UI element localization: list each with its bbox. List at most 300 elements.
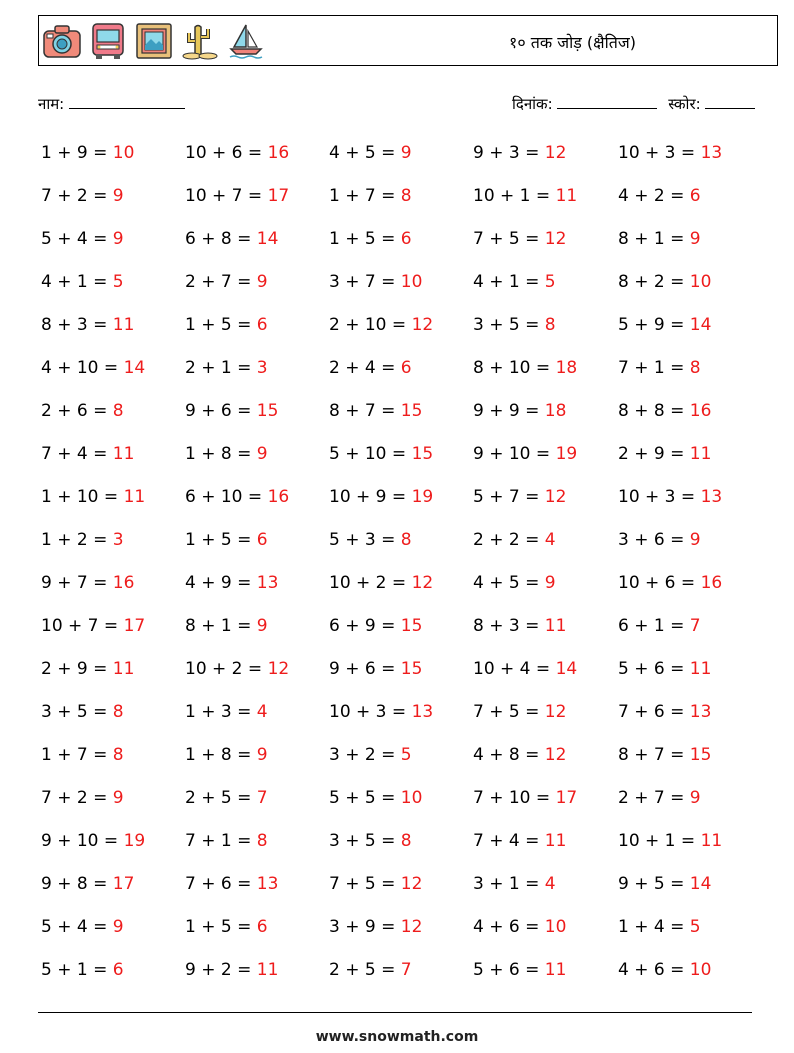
problem-question: 10 + 7 =	[185, 186, 268, 206]
problem-question: 1 + 3 =	[185, 702, 257, 722]
problem-answer: 6	[256, 530, 268, 550]
problem-answer: 15	[400, 659, 423, 679]
problem-answer: 12	[544, 143, 567, 163]
problem-question: 2 + 5 =	[185, 788, 257, 808]
problem-item	[618, 315, 711, 335]
problem-item	[473, 272, 556, 292]
problem-answer: 5	[112, 272, 124, 292]
problem-answer: 19	[411, 487, 434, 507]
problem-answer: 11	[689, 444, 712, 464]
problem-question: 9 + 10 =	[41, 831, 124, 851]
problem-question: 10 + 3 =	[329, 702, 412, 722]
problem-item	[473, 702, 566, 722]
problem-item	[329, 487, 433, 507]
problem-answer: 11	[544, 616, 567, 636]
problem-item	[41, 616, 145, 636]
problem-answer: 8	[544, 315, 556, 335]
date-score-fields	[512, 94, 755, 114]
problem-item	[41, 745, 124, 765]
problem-question: 4 + 6 =	[473, 917, 545, 937]
problem-item	[329, 616, 422, 636]
problem-answer: 8	[256, 831, 268, 851]
name-field	[38, 94, 185, 114]
problem-item	[473, 831, 566, 851]
problem-question: 4 + 1 =	[41, 272, 113, 292]
problem-answer: 12	[544, 745, 567, 765]
problem-question: 9 + 5 =	[618, 874, 690, 894]
problem-item	[473, 229, 566, 249]
problem-answer: 10	[400, 272, 423, 292]
problem-item	[185, 960, 278, 980]
problem-question: 8 + 1 =	[618, 229, 690, 249]
problem-answer: 3	[112, 530, 124, 550]
problem-question: 1 + 5 =	[185, 530, 257, 550]
problem-question: 8 + 8 =	[618, 401, 690, 421]
problem-answer: 9	[112, 917, 124, 937]
problem-question: 7 + 5 =	[329, 874, 401, 894]
problem-item	[329, 960, 412, 980]
problem-question: 7 + 6 =	[185, 874, 257, 894]
problem-answer: 16	[700, 573, 723, 593]
problem-question: 10 + 2 =	[185, 659, 268, 679]
problem-question: 1 + 2 =	[41, 530, 113, 550]
cactus-icon	[180, 21, 220, 61]
problem-answer: 15	[400, 401, 423, 421]
problem-item	[618, 143, 722, 163]
problem-item	[41, 358, 145, 378]
header-icons	[42, 19, 266, 63]
problem-question: 2 + 9 =	[41, 659, 113, 679]
problem-question: 4 + 8 =	[473, 745, 545, 765]
footer-site: www.snowmath.com	[315, 1029, 479, 1045]
problem-answer: 11	[256, 960, 279, 980]
page-title: १० तक जोड़ (क्षैतिज)	[509, 33, 636, 52]
problem-item	[473, 917, 566, 937]
problem-answer: 6	[400, 358, 412, 378]
problem-answer: 4	[544, 530, 556, 550]
problem-question: 8 + 3 =	[41, 315, 113, 335]
problem-answer: 12	[400, 874, 423, 894]
problem-question: 9 + 2 =	[185, 960, 257, 980]
problem-answer: 10	[400, 788, 423, 808]
problem-item	[329, 229, 412, 249]
problem-item	[329, 745, 412, 765]
problem-answer: 5	[400, 745, 412, 765]
problem-item	[618, 874, 711, 894]
problem-question: 5 + 3 =	[329, 530, 401, 550]
problem-question: 8 + 7 =	[329, 401, 401, 421]
problem-question: 1 + 10 =	[41, 487, 124, 507]
problem-item	[618, 659, 711, 679]
problem-answer: 15	[400, 616, 423, 636]
problem-question: 8 + 10 =	[473, 358, 556, 378]
problem-item	[618, 917, 701, 937]
problem-answer: 15	[256, 401, 279, 421]
problem-question: 7 + 10 =	[473, 788, 556, 808]
problem-question: 2 + 9 =	[618, 444, 690, 464]
problem-answer: 6	[400, 229, 412, 249]
problem-question: 2 + 2 =	[473, 530, 545, 550]
problem-question: 8 + 3 =	[473, 616, 545, 636]
problem-item	[473, 487, 566, 507]
bus-icon	[88, 21, 128, 61]
problem-answer: 11	[689, 659, 712, 679]
problem-question: 5 + 5 =	[329, 788, 401, 808]
problem-item	[618, 960, 711, 980]
problem-question: 2 + 10 =	[329, 315, 412, 335]
problem-answer: 11	[555, 186, 578, 206]
problem-question: 7 + 2 =	[41, 788, 113, 808]
name-blank	[69, 94, 185, 109]
problem-question: 10 + 6 =	[618, 573, 701, 593]
problem-answer: 15	[411, 444, 434, 464]
problem-item	[618, 358, 701, 378]
problem-answer: 9	[112, 229, 124, 249]
problem-answer: 13	[411, 702, 434, 722]
problem-question: 1 + 8 =	[185, 745, 257, 765]
problem-question: 8 + 7 =	[618, 745, 690, 765]
problem-question: 1 + 5 =	[185, 917, 257, 937]
problem-answer: 18	[544, 401, 567, 421]
problem-question: 9 + 6 =	[185, 401, 257, 421]
problem-answer: 9	[256, 444, 268, 464]
problem-item	[473, 530, 556, 550]
problem-question: 7 + 4 =	[473, 831, 545, 851]
problem-item	[329, 143, 412, 163]
problem-item	[185, 616, 268, 636]
problem-question: 6 + 10 =	[185, 487, 268, 507]
problem-answer: 8	[112, 702, 124, 722]
problem-item	[329, 573, 433, 593]
problem-item	[185, 143, 289, 163]
problem-item	[618, 401, 711, 421]
problem-answer: 14	[555, 659, 578, 679]
problem-answer: 13	[700, 143, 723, 163]
problem-answer: 11	[700, 831, 723, 851]
problem-item	[185, 229, 278, 249]
problem-question: 1 + 9 =	[41, 143, 113, 163]
problem-question: 4 + 5 =	[329, 143, 401, 163]
problem-item	[618, 831, 722, 851]
problem-answer: 16	[112, 573, 135, 593]
problem-answer: 7	[689, 616, 701, 636]
problem-question: 10 + 2 =	[329, 573, 412, 593]
problem-item	[185, 917, 268, 937]
problem-item	[473, 788, 577, 808]
problem-answer: 10	[689, 272, 712, 292]
problem-item	[41, 229, 124, 249]
problem-item	[41, 702, 124, 722]
problem-answer: 17	[123, 616, 146, 636]
problem-item	[185, 487, 289, 507]
problem-item	[473, 960, 566, 980]
problem-answer: 12	[544, 229, 567, 249]
problem-answer: 13	[256, 874, 279, 894]
problem-item	[41, 487, 145, 507]
problem-question: 1 + 5 =	[185, 315, 257, 335]
score-label: स्कोर:	[668, 95, 701, 113]
problem-item	[618, 702, 711, 722]
problem-item	[185, 530, 268, 550]
problem-item	[329, 702, 433, 722]
problem-answer: 12	[267, 659, 290, 679]
problem-question: 2 + 7 =	[185, 272, 257, 292]
problem-question: 1 + 4 =	[618, 917, 690, 937]
problem-answer: 11	[123, 487, 146, 507]
problem-answer: 14	[689, 874, 712, 894]
problem-item	[185, 272, 268, 292]
problem-question: 7 + 2 =	[41, 186, 113, 206]
problem-item	[329, 831, 412, 851]
problem-question: 1 + 7 =	[41, 745, 113, 765]
name-label: नाम:	[38, 95, 65, 113]
problem-item	[329, 358, 412, 378]
problem-question: 6 + 8 =	[185, 229, 257, 249]
problem-answer: 7	[256, 788, 268, 808]
problem-answer: 16	[267, 487, 290, 507]
problem-item	[329, 272, 422, 292]
problem-item	[618, 444, 711, 464]
problem-item	[473, 186, 577, 206]
problem-question: 2 + 7 =	[618, 788, 690, 808]
problem-answer: 17	[267, 186, 290, 206]
problem-question: 4 + 9 =	[185, 573, 257, 593]
problem-question: 3 + 9 =	[329, 917, 401, 937]
problem-question: 6 + 9 =	[329, 616, 401, 636]
problem-question: 5 + 4 =	[41, 229, 113, 249]
problem-item	[41, 444, 134, 464]
problem-item	[185, 358, 268, 378]
problem-answer: 12	[544, 702, 567, 722]
problem-question: 9 + 3 =	[473, 143, 545, 163]
problem-answer: 19	[555, 444, 578, 464]
problem-question: 1 + 8 =	[185, 444, 257, 464]
problem-question: 4 + 5 =	[473, 573, 545, 593]
problem-answer: 9	[544, 573, 556, 593]
problem-item	[41, 874, 134, 894]
problem-item	[41, 272, 124, 292]
problem-item	[185, 745, 268, 765]
problem-question: 7 + 1 =	[185, 831, 257, 851]
problem-answer: 6	[689, 186, 701, 206]
problem-answer: 15	[689, 745, 712, 765]
problem-item	[41, 960, 124, 980]
problem-question: 10 + 1 =	[618, 831, 701, 851]
problem-item	[41, 659, 134, 679]
problem-answer: 8	[689, 358, 701, 378]
problem-item	[41, 831, 145, 851]
problem-answer: 4	[544, 874, 556, 894]
problem-item	[185, 573, 278, 593]
problem-answer: 10	[112, 143, 135, 163]
problem-item	[329, 401, 422, 421]
problem-item	[41, 401, 124, 421]
problem-question: 10 + 3 =	[618, 143, 701, 163]
problem-item	[185, 444, 268, 464]
problem-question: 3 + 7 =	[329, 272, 401, 292]
problem-answer: 6	[256, 315, 268, 335]
problem-item	[329, 917, 422, 937]
problem-question: 4 + 6 =	[618, 960, 690, 980]
problem-item	[473, 401, 566, 421]
problem-answer: 3	[256, 358, 268, 378]
problem-item	[473, 745, 566, 765]
date-label: दिनांक:	[512, 95, 553, 113]
sailboat-icon	[226, 21, 266, 61]
problem-question: 4 + 10 =	[41, 358, 124, 378]
problem-answer: 8	[400, 831, 412, 851]
problem-answer: 8	[400, 530, 412, 550]
problem-question: 9 + 10 =	[473, 444, 556, 464]
problem-question: 8 + 1 =	[185, 616, 257, 636]
problem-question: 3 + 5 =	[473, 315, 545, 335]
problem-item	[473, 659, 577, 679]
problem-item	[41, 315, 134, 335]
problem-answer: 16	[689, 401, 712, 421]
problem-question: 4 + 1 =	[473, 272, 545, 292]
problem-answer: 9	[256, 745, 268, 765]
problem-answer: 11	[544, 960, 567, 980]
problem-answer: 9	[689, 530, 701, 550]
problem-question: 9 + 9 =	[473, 401, 545, 421]
problem-item	[41, 573, 134, 593]
date-blank	[557, 94, 657, 109]
problem-answer: 9	[112, 788, 124, 808]
problem-answer: 7	[400, 960, 412, 980]
problem-item	[185, 401, 278, 421]
problem-answer: 9	[689, 229, 701, 249]
problem-question: 3 + 5 =	[41, 702, 113, 722]
problem-item	[618, 186, 701, 206]
problem-question: 6 + 1 =	[618, 616, 690, 636]
header-box	[38, 15, 778, 66]
problem-question: 7 + 6 =	[618, 702, 690, 722]
problem-item	[473, 874, 556, 894]
problem-item	[473, 358, 577, 378]
problem-answer: 9	[256, 272, 268, 292]
problem-answer: 12	[544, 487, 567, 507]
problem-item	[473, 315, 556, 335]
camera-icon	[42, 21, 82, 61]
problem-answer: 18	[555, 358, 578, 378]
problem-question: 10 + 9 =	[329, 487, 412, 507]
problem-question: 10 + 4 =	[473, 659, 556, 679]
problem-item	[473, 143, 566, 163]
problem-question: 10 + 3 =	[618, 487, 701, 507]
problem-answer: 14	[689, 315, 712, 335]
problem-answer: 13	[700, 487, 723, 507]
problem-item	[618, 788, 701, 808]
problem-question: 1 + 7 =	[329, 186, 401, 206]
problem-question: 9 + 7 =	[41, 573, 113, 593]
problem-item	[618, 530, 701, 550]
problem-item	[329, 444, 433, 464]
problem-item	[185, 186, 289, 206]
problem-answer: 17	[555, 788, 578, 808]
problem-question: 5 + 1 =	[41, 960, 113, 980]
problem-item	[473, 616, 566, 636]
problem-answer: 19	[123, 831, 146, 851]
problem-item	[473, 444, 577, 464]
problem-question: 7 + 5 =	[473, 229, 545, 249]
problem-answer: 12	[411, 315, 434, 335]
problem-answer: 11	[112, 659, 135, 679]
problem-question: 2 + 1 =	[185, 358, 257, 378]
problem-answer: 12	[411, 573, 434, 593]
problem-answer: 6	[256, 917, 268, 937]
problem-question: 10 + 7 =	[41, 616, 124, 636]
problem-answer: 16	[267, 143, 290, 163]
problem-question: 1 + 5 =	[329, 229, 401, 249]
problem-question: 10 + 6 =	[185, 143, 268, 163]
problem-question: 8 + 2 =	[618, 272, 690, 292]
problem-question: 3 + 5 =	[329, 831, 401, 851]
problem-question: 5 + 9 =	[618, 315, 690, 335]
problem-answer: 5	[544, 272, 556, 292]
problem-question: 7 + 5 =	[473, 702, 545, 722]
problem-answer: 9	[112, 186, 124, 206]
problem-item	[185, 659, 289, 679]
problem-item	[329, 874, 422, 894]
problem-item	[41, 530, 124, 550]
problem-answer: 8	[112, 745, 124, 765]
problem-item	[185, 702, 268, 722]
problem-question: 3 + 1 =	[473, 874, 545, 894]
problem-question: 2 + 6 =	[41, 401, 113, 421]
problem-item	[41, 143, 134, 163]
problem-question: 3 + 2 =	[329, 745, 401, 765]
problem-answer: 13	[256, 573, 279, 593]
problem-answer: 14	[123, 358, 146, 378]
problem-item	[329, 530, 412, 550]
problem-item	[618, 745, 711, 765]
problem-answer: 17	[112, 874, 135, 894]
problem-answer: 8	[112, 401, 124, 421]
problem-item	[41, 186, 124, 206]
problem-question: 5 + 6 =	[473, 960, 545, 980]
problem-answer: 12	[400, 917, 423, 937]
problem-item	[618, 229, 701, 249]
problem-question: 5 + 4 =	[41, 917, 113, 937]
problem-question: 4 + 2 =	[618, 186, 690, 206]
problem-answer: 11	[112, 315, 135, 335]
problem-question: 5 + 6 =	[618, 659, 690, 679]
problem-answer: 5	[689, 917, 701, 937]
problem-item	[618, 616, 701, 636]
footer-divider	[38, 1012, 752, 1013]
problem-item	[185, 315, 268, 335]
problem-item	[329, 788, 422, 808]
problem-answer: 14	[256, 229, 279, 249]
problem-item	[618, 573, 722, 593]
picture-icon	[134, 21, 174, 61]
problem-item	[185, 788, 268, 808]
problem-question: 9 + 8 =	[41, 874, 113, 894]
problem-answer: 9	[256, 616, 268, 636]
problem-answer: 9	[400, 143, 412, 163]
problem-item	[329, 186, 412, 206]
score-blank	[705, 94, 755, 109]
problem-item	[185, 874, 278, 894]
problem-answer: 10	[689, 960, 712, 980]
problem-question: 9 + 6 =	[329, 659, 401, 679]
problem-answer: 9	[689, 788, 701, 808]
problem-question: 3 + 6 =	[618, 530, 690, 550]
problem-answer: 6	[112, 960, 124, 980]
problem-item	[473, 573, 556, 593]
problem-item	[618, 272, 711, 292]
problem-question: 7 + 4 =	[41, 444, 113, 464]
